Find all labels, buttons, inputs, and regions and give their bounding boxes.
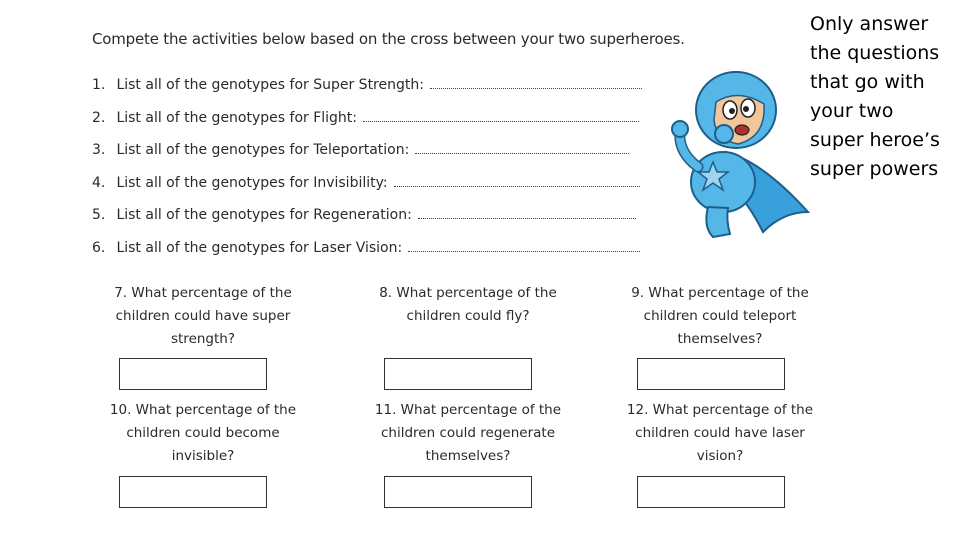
item-number: 1. <box>92 77 106 93</box>
question-line: strength? <box>170 331 236 347</box>
item-number: 2. <box>92 109 106 126</box>
question-line: themselves? <box>677 331 763 347</box>
genotype-list <box>92 74 642 269</box>
question-line: children could regenerate <box>380 425 556 441</box>
item-text: List all of the genotypes for Regeneration: <box>116 207 412 223</box>
note-line: the questions <box>810 42 940 64</box>
question-11 <box>358 399 578 468</box>
question-10 <box>93 399 313 468</box>
answer-line[interactable] <box>363 109 639 122</box>
item-text: List all of the genotypes for Teleportation: <box>116 142 410 158</box>
question-line: children could have laser <box>635 425 805 441</box>
question-line: 10. What percentage of the <box>109 402 297 418</box>
note-line: that go with <box>810 71 925 93</box>
answer-line[interactable] <box>430 76 642 89</box>
list-item <box>92 139 642 172</box>
question-line: vision? <box>696 448 744 464</box>
question-line: 12. What percentage of the <box>626 402 814 418</box>
question-line: 9. What percentage of the <box>631 285 809 301</box>
item-text: List all of the genotypes for Invisibility: <box>116 174 388 191</box>
question-8 <box>358 282 578 328</box>
question-line: children could fly? <box>406 308 530 324</box>
superhero-icon <box>668 62 813 240</box>
question-line: invisible? <box>171 448 235 464</box>
note-line: super heroe’s <box>810 129 940 151</box>
item-number: 4. <box>92 174 106 191</box>
side-note <box>810 10 958 184</box>
answer-line[interactable] <box>415 141 629 154</box>
list-item <box>92 74 642 107</box>
question-line: children could teleport <box>643 308 797 324</box>
question-line: themselves? <box>425 448 511 464</box>
item-number: 5. <box>92 207 106 223</box>
note-line: Only answer <box>810 13 929 35</box>
question-line: 11. What percentage of the <box>374 402 562 418</box>
note-line: super powers <box>810 158 939 180</box>
answer-box-12[interactable] <box>637 476 785 508</box>
question-line: 8. What percentage of the <box>379 285 557 301</box>
question-line: 7. What percentage of the <box>114 285 292 301</box>
list-item <box>92 172 642 205</box>
item-number: 3. <box>92 142 106 158</box>
list-item <box>92 107 642 140</box>
answer-box-8[interactable] <box>384 358 532 390</box>
item-text: List all of the genotypes for Laser Vision: <box>116 239 403 256</box>
answer-box-9[interactable] <box>637 358 785 390</box>
answer-line[interactable] <box>408 239 640 252</box>
question-7 <box>93 282 313 351</box>
note-line: your two <box>810 100 894 122</box>
answer-line[interactable] <box>418 206 636 219</box>
list-item <box>92 204 642 237</box>
question-line: children could have super <box>115 308 291 324</box>
item-text: List all of the genotypes for Super Strength: <box>116 77 424 93</box>
question-12 <box>610 399 830 468</box>
answer-box-10[interactable] <box>119 476 267 508</box>
item-text: List all of the genotypes for Flight: <box>116 109 358 126</box>
answer-line[interactable] <box>394 174 640 187</box>
answer-box-7[interactable] <box>119 358 267 390</box>
question-9 <box>610 282 830 351</box>
item-number: 6. <box>92 239 106 256</box>
list-item <box>92 237 642 270</box>
worksheet-intro: Compete the activities below based on the cross between your two superheroes. <box>92 30 685 48</box>
answer-box-11[interactable] <box>384 476 532 508</box>
question-line: children could become <box>126 425 280 441</box>
